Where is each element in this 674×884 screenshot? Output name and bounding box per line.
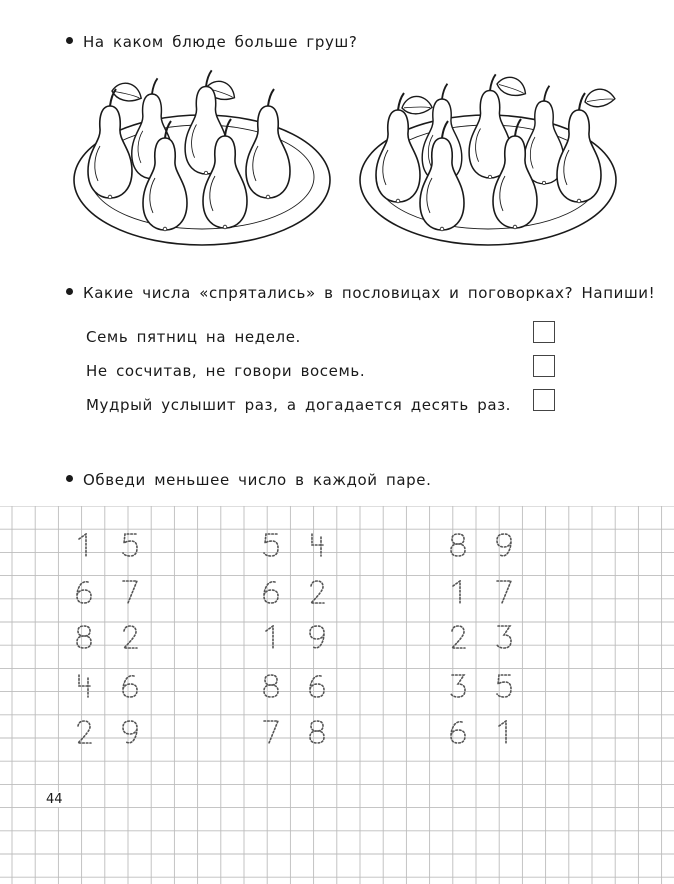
traced-digit[interactable] xyxy=(496,720,512,744)
traced-digit[interactable] xyxy=(309,580,325,604)
digit-9-stroke xyxy=(123,721,137,743)
bullet xyxy=(66,475,73,482)
traced-digit[interactable] xyxy=(122,674,138,698)
traced-digit[interactable] xyxy=(122,580,138,604)
digit-5-stroke xyxy=(123,534,137,556)
digit-6-stroke xyxy=(310,676,324,697)
digit-4-stroke xyxy=(312,534,323,556)
digit-8-stroke xyxy=(264,675,278,697)
traced-digit[interactable] xyxy=(496,580,512,604)
plate-right xyxy=(360,74,616,245)
traced-digit[interactable] xyxy=(76,533,92,557)
traced-digit[interactable] xyxy=(450,674,466,698)
traced-digit[interactable] xyxy=(122,720,138,744)
traced-digit[interactable] xyxy=(309,674,325,698)
traced-digit[interactable] xyxy=(76,720,92,744)
bullet xyxy=(66,37,73,44)
digit-8-stroke xyxy=(77,626,91,648)
pears-illustration xyxy=(0,60,674,260)
traced-digit[interactable] xyxy=(263,625,279,649)
traced-digit[interactable] xyxy=(309,720,325,744)
digit-2-stroke xyxy=(124,626,137,648)
task-pears xyxy=(66,33,357,51)
traced-digit[interactable] xyxy=(76,625,92,649)
traced-digit[interactable] xyxy=(76,580,92,604)
digit-2-stroke xyxy=(78,721,91,743)
digit-7-stroke xyxy=(497,581,511,603)
bullet xyxy=(66,288,73,295)
traced-digit[interactable] xyxy=(263,720,279,744)
digit-6-stroke xyxy=(264,582,278,603)
answer-box[interactable] xyxy=(533,355,555,377)
answer-box[interactable] xyxy=(533,321,555,343)
traced-digit[interactable] xyxy=(496,674,512,698)
digit-3-stroke xyxy=(451,675,465,697)
digit-2-stroke xyxy=(311,581,324,603)
traced-digit[interactable] xyxy=(76,674,92,698)
task-circle-smaller xyxy=(66,471,432,489)
task-proverbs-text: Какие числа «спрятались» в пословицах и поговорках? Напиши! xyxy=(83,284,656,302)
digit-6-stroke xyxy=(451,722,465,743)
traced-digit[interactable] xyxy=(450,533,466,557)
digit-1-stroke xyxy=(499,721,506,743)
digit-8-stroke xyxy=(451,534,465,556)
digit-5-stroke xyxy=(497,675,511,697)
proverb-line: Не сосчитав, не говори восемь. xyxy=(86,362,366,380)
digit-9-stroke xyxy=(497,534,511,556)
digit-1-stroke xyxy=(453,581,460,603)
digit-2-stroke xyxy=(452,626,465,648)
digit-5-stroke xyxy=(264,534,278,556)
digit-7-stroke xyxy=(264,721,278,743)
traced-digit[interactable] xyxy=(496,625,512,649)
page-number: 44 xyxy=(46,792,63,807)
traced-digit[interactable] xyxy=(309,625,325,649)
traced-digit[interactable] xyxy=(450,625,466,649)
grid-paper xyxy=(0,506,674,884)
traced-digit[interactable] xyxy=(263,533,279,557)
proverb-line: Мудрый услышит раз, а догадается десять раз. xyxy=(86,396,512,414)
digit-4-stroke xyxy=(79,675,90,697)
task-pears-text: На каком блюде больше груш? xyxy=(83,33,358,51)
digit-1-stroke xyxy=(79,534,86,556)
answer-box[interactable] xyxy=(533,389,555,411)
traced-digit[interactable] xyxy=(450,720,466,744)
plate-left xyxy=(74,70,330,245)
traced-digit[interactable] xyxy=(450,580,466,604)
traced-digit[interactable] xyxy=(309,533,325,557)
digit-9-stroke xyxy=(310,626,324,648)
traced-digit[interactable] xyxy=(122,533,138,557)
proverb-line: Семь пятниц на неделе. xyxy=(86,328,301,346)
digit-8-stroke xyxy=(310,721,324,743)
traced-digit[interactable] xyxy=(496,533,512,557)
digit-6-stroke xyxy=(123,676,137,697)
traced-digit[interactable] xyxy=(122,625,138,649)
digit-6-stroke xyxy=(77,582,91,603)
traced-digit[interactable] xyxy=(263,674,279,698)
task-circle-smaller-text: Обведи меньшее число в каждой паре. xyxy=(83,471,432,489)
digit-3-stroke xyxy=(497,626,511,648)
digit-1-stroke xyxy=(266,626,273,648)
task-proverbs xyxy=(66,284,655,302)
digit-7-stroke xyxy=(123,581,137,603)
traced-digit[interactable] xyxy=(263,580,279,604)
